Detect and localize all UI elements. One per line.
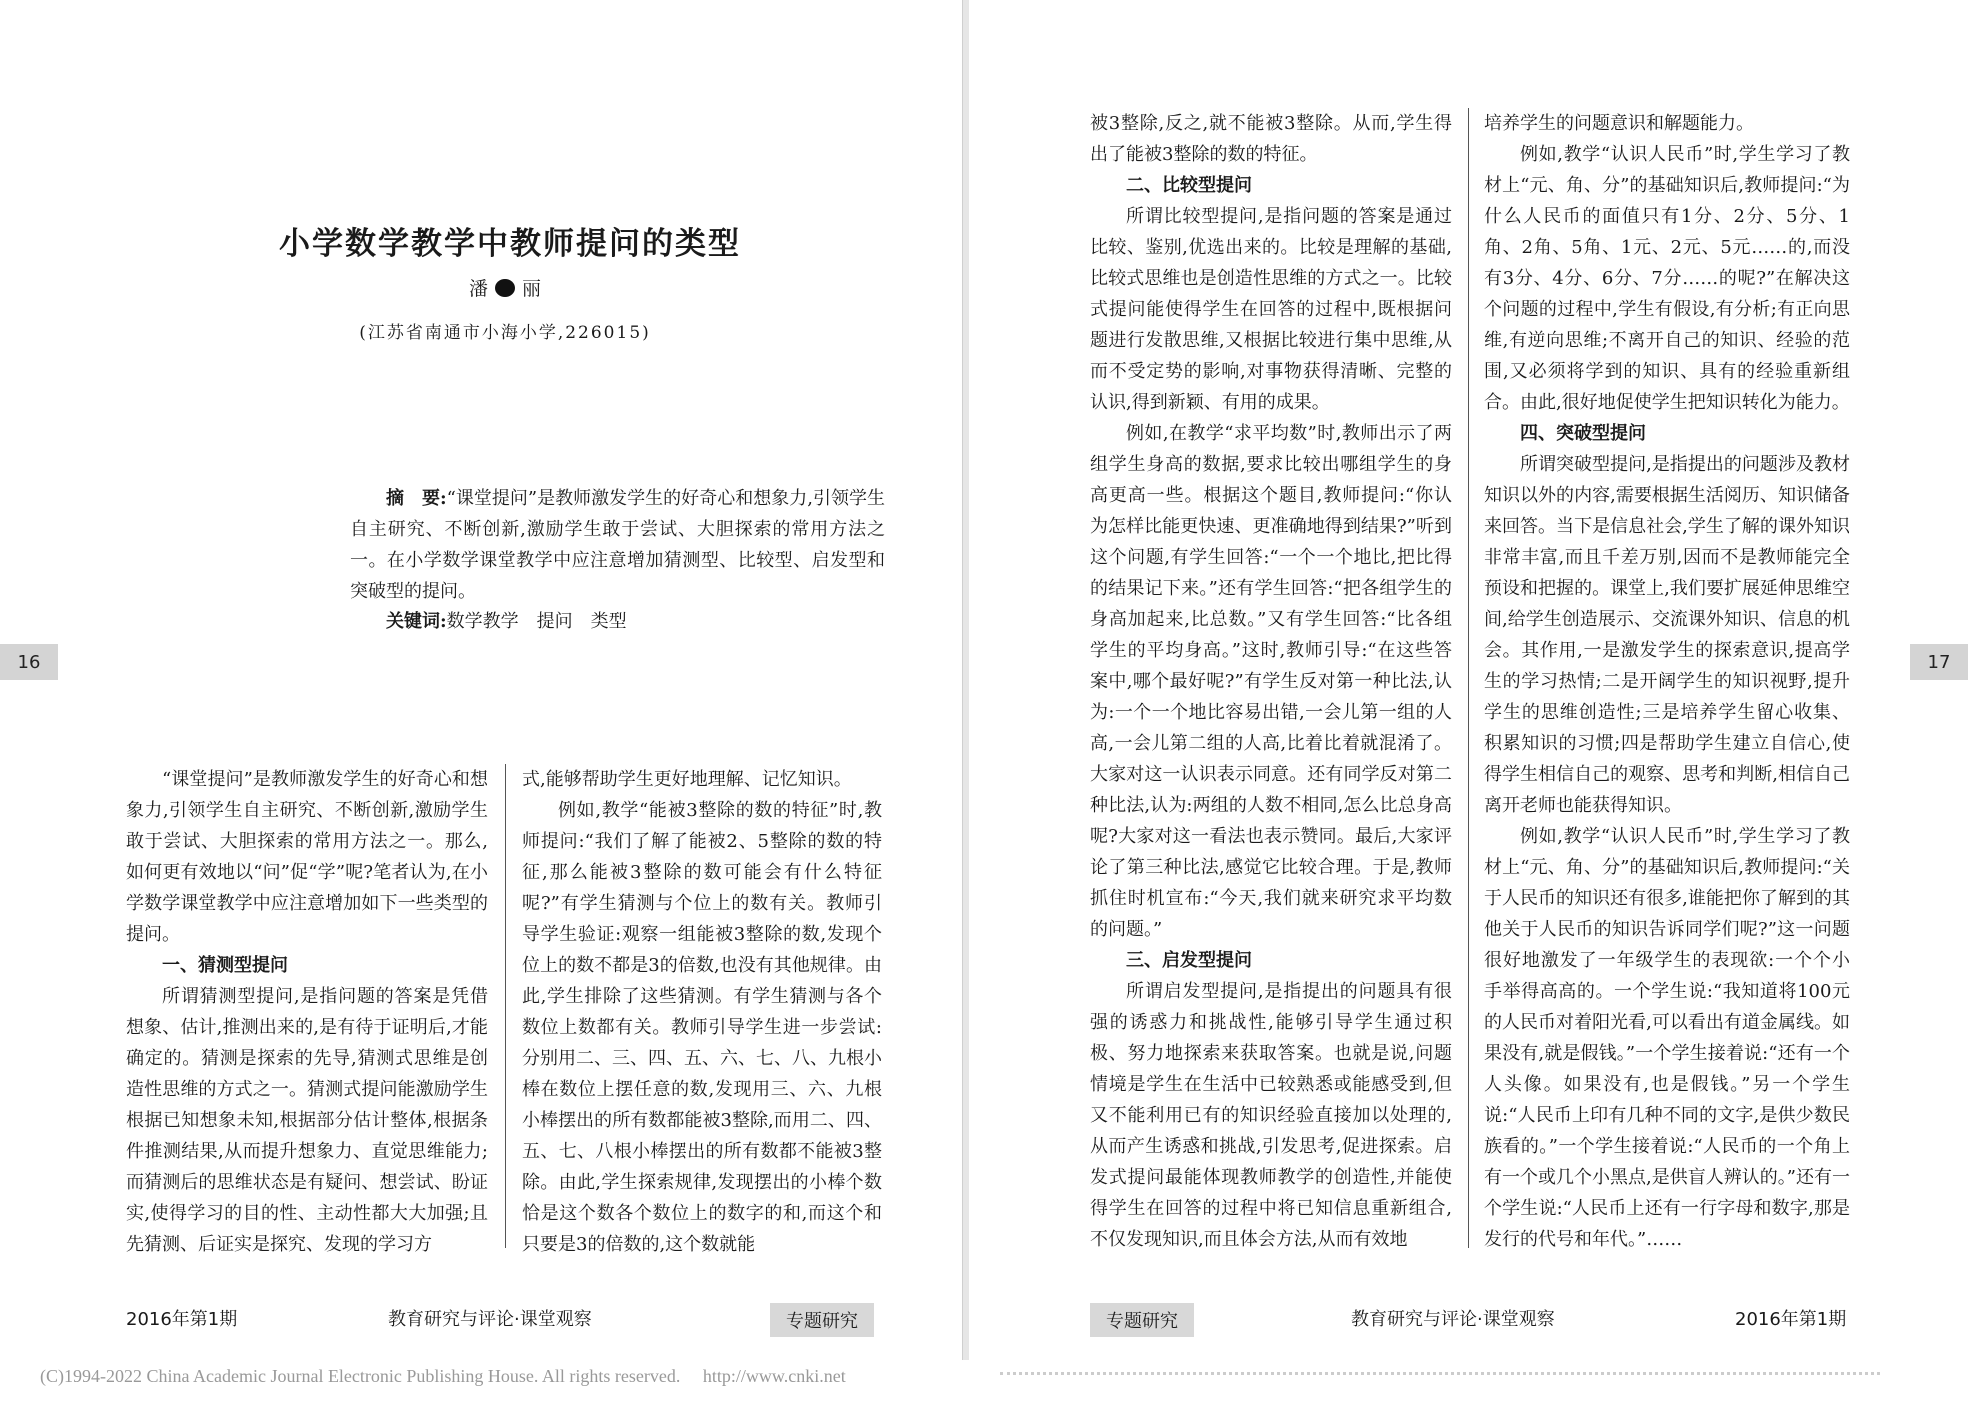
body-paragraph: 所谓启发型提问,是指提出的问题具有很强的诱惑力和挑战性,能够引导学生通过积极、努力地探索来获取答案。也就是说,问题情境是学生在生活中已较熟悉或能感受到,但又不能利用已有的知识经验直接加以处理的,从而产生诱惑和挑战,引发思考,促进探索。启发式提问最能体现教师教学的创造性,并能使得学生在回答的过程中将已知信息重新组合,不仅发现知识,而且体会方法,从而有效地 (1090, 981, 1452, 1250)
section-heading: 三、启发型提问 (1126, 950, 1252, 971)
body-paragraph: 例如,教学“认识人民币”时,学生学习了教材上“元、角、分”的基础知识后,教师提问:“关于人民币的知识还有很多,谁能把你了解到的其他关于人民币的知识告诉同学们呢?”这一问题很好地激发了一年级学生的表现欲:一个个小手举得高高的。一个学生说:“我知道将100元的人民币对着阳光看,可以看出有道金属线。如果没有,就是假钱。”一个学生接着说:“还有一个人头像。如果没有,也是假钱。”另一个学生说:“人民币上印有几种不同的文字,是供少数民族看的。”一个学生接着说:“人民币的一个角上有一个或几个小黑点,是供盲人辨认的。”还有一个学生说:“人民币上还有一行字母和数字,那是发行的代号和年代。”…… (1484, 826, 1850, 1250)
body-paragraph: 所谓比较型提问,是指问题的答案是通过比较、鉴别,优选出来的。比较是理解的基础,比较式思维也是创造性思维的方式之一。比较式提问能使得学生在回答的过程中,既根据问题进行发散思维,又根据比较进行集中思维,从而不受定势的影响,对事物获得清晰、完整的认识,得到新颖、有用的成果。 (1090, 206, 1452, 413)
copyright-notice: (C)1994-2022 China Academic Journal Electronic Publishing House. All rights reserved. http://www.cnki.net (40, 1366, 846, 1386)
abstract (350, 483, 885, 607)
article-title: 小学数学教学中教师提问的类型 (279, 226, 741, 262)
author (440, 274, 570, 301)
body-paragraph: 例如,教学“认识人民币”时,学生学习了教材上“元、角、分”的基础知识后,教师提问:“为什么人民币的面值只有1分、2分、5分、1角、2角、5角、1元、2元、5元……的,而没有3分、4分、6分、7分……的呢?”在解决这个问题的过程中,学生有假设,有分析;有正向思维,有逆向思维;不离开自己的知识、经验的范围,又必须将学到的知识、具有的经验重新组合。由此,很好地促使学生把知识转化为能力。 (1484, 144, 1850, 413)
section-heading: 二、比较型提问 (1126, 175, 1252, 196)
body-column-1 (126, 764, 488, 1260)
footer-tag-left: 专题研究 (770, 1303, 874, 1337)
page-number-right: 17 (1910, 644, 1968, 680)
footer-journal-left: 教育研究与评论·课堂观察 (388, 1309, 592, 1330)
keywords-label: 关键词: (386, 611, 447, 632)
body-paragraph: 所谓突破型提问,是指提出的问题涉及教材知识以外的内容,需要根据生活阅历、知识储备来回答。当下是信息社会,学生了解的课外知识非常丰富,而且千差万别,因而不是教师能完全预设和把握的。课堂上,我们要扩展延伸思维空间,给学生创造展示、交流课外知识、信息的机会。其作用,一是激发学生的探索意识,提高学生的学习热情;二是开阔学生的知识视野,提升学生的思维创造性;三是培养学生留心收集、积累知识的习惯;四是帮助学生建立自信心,使得学生相信自己的观察、思考和判断,相信自己离开老师也能获得知识。 (1484, 454, 1850, 816)
faint-watermark-line (1000, 1362, 1880, 1375)
author-surname: 潘 (468, 278, 488, 300)
abstract-label: 摘 要: (386, 488, 447, 509)
left-page (0, 0, 960, 1415)
section-heading: 一、猜测型提问 (162, 955, 288, 976)
footer-journal-right: 教育研究与评论·课堂观察 (1351, 1309, 1555, 1330)
body-paragraph: 培养学生的问题意识和解题能力。 (1484, 113, 1754, 134)
body-paragraph: 式,能够帮助学生更好地理解、记忆知识。 (522, 769, 852, 790)
book-spine (962, 0, 969, 1360)
body-paragraph: 例如,教学“能被3整除的数的特征”时,教师提问:“我们了解了能被2、5整除的数的特征,那么能被3整除的数可能会有什么特征呢?”有学生猜测与个位上的数有关。教师引导学生验证:观察一组能被3整除的数,发现个位上的数不都是3的倍数,也没有其他规律。由此,学生排除了这些猜测。有学生猜测与各个数位上数都有关。教师引导学生进一步尝试:分别用二、三、四、五、六、七、八、九根小棒在数位上摆任意的数,发现用三、六、九根小棒摆出的所有数都能被3整除,而用二、四、五、七、八根小棒摆出的所有数都不能被3整除。由此,学生探索规律,发现摆出的小棒个数恰是这个数各个数位上的数字的和,而这个和只要是3的倍数的,这个数就能 (522, 800, 882, 1255)
body-paragraph: 被3整除,反之,就不能被3整除。从而,学生得出了能被3整除的数的特征。 (1090, 113, 1452, 165)
footer-issue-right: 2016年第1期 (1735, 1309, 1847, 1330)
author-given-name: 丽 (522, 278, 542, 300)
footer-issue-left: 2016年第1期 (126, 1309, 238, 1330)
body-column-2 (522, 764, 882, 1260)
right-page (970, 0, 1975, 1415)
column-divider (1468, 108, 1469, 1248)
ink-blot-icon (495, 279, 515, 297)
body-paragraph: “课堂提问”是教师激发学生的好奇心和想象力,引领学生自主研究、不断创新,激励学生敢于尝试、大胆探索的常用方法之一。那么,如何更有效地以“问”促“学”呢?笔者认为,在小学数学课堂教学中应注意增加如下一些类型的提问。 (126, 769, 488, 945)
page-number-left: 16 (0, 644, 58, 680)
body-column-3 (1090, 108, 1452, 1255)
body-paragraph: 所谓猜测型提问,是指问题的答案是凭借想象、估计,推测出来的,是有待于证明后,才能确定的。猜测是探索的先导,猜测式思维是创造性思维的方式之一。猜测式提问能激励学生根据已知想象未知,根据部分估计整体,根据条件推测结果,从而提升想象力、直觉思维能力;而猜测后的思维状态是有疑问、想尝试、盼证实,使得学习的目的性、主动性都大大加强;且先猜测、后证实是探究、发现的学习方 (126, 986, 488, 1255)
section-heading: 四、突破型提问 (1520, 423, 1646, 444)
column-divider (505, 764, 506, 1248)
affiliation: (江苏省南通市小海小学,226015) (359, 323, 651, 343)
abstract-text: “课堂提问”是教师激发学生的好奇心和想象力,引领学生自主研究、不断创新,激励学生敢于尝试、大胆探索的常用方法之一。在小学数学课堂教学中应注意增加猜测型、比较型、启发型和突破型的提问。 (350, 488, 885, 602)
body-paragraph: 例如,在教学“求平均数”时,教师出示了两组学生身高的数据,要求比较出哪组学生的身高更高一些。根据这个题目,教师提问:“你认为怎样比能更快速、更准确地得到结果?”听到这个问题,有学生回答:“一个一个地比,把比得的结果记下来。”还有学生回答:“把各组学生的身高加起来,比总数。”又有学生回答:“比各组学生的平均身高。”这时,教师引导:“在这些答案中,哪个最好呢?”有学生反对第一种比法,认为:一个一个地比容易出错,一会儿第一组的人高,一会儿第二组的人高,比着比着就混淆了。大家对这一认识表示同意。还有同学反对第二种比法,认为:两组的人数不相同,怎么比总身高呢?大家对这一看法也表示赞同。最后,大家评论了第三种比法,感觉它比较合理。于是,教师抓住时机宣布:“今天,我们就来研究求平均数的问题。” (1090, 423, 1452, 940)
keywords (386, 607, 627, 633)
body-column-4 (1484, 108, 1850, 1255)
footer-tag-right: 专题研究 (1090, 1303, 1194, 1337)
keywords-text: 数学教学 提问 类型 (446, 611, 627, 632)
